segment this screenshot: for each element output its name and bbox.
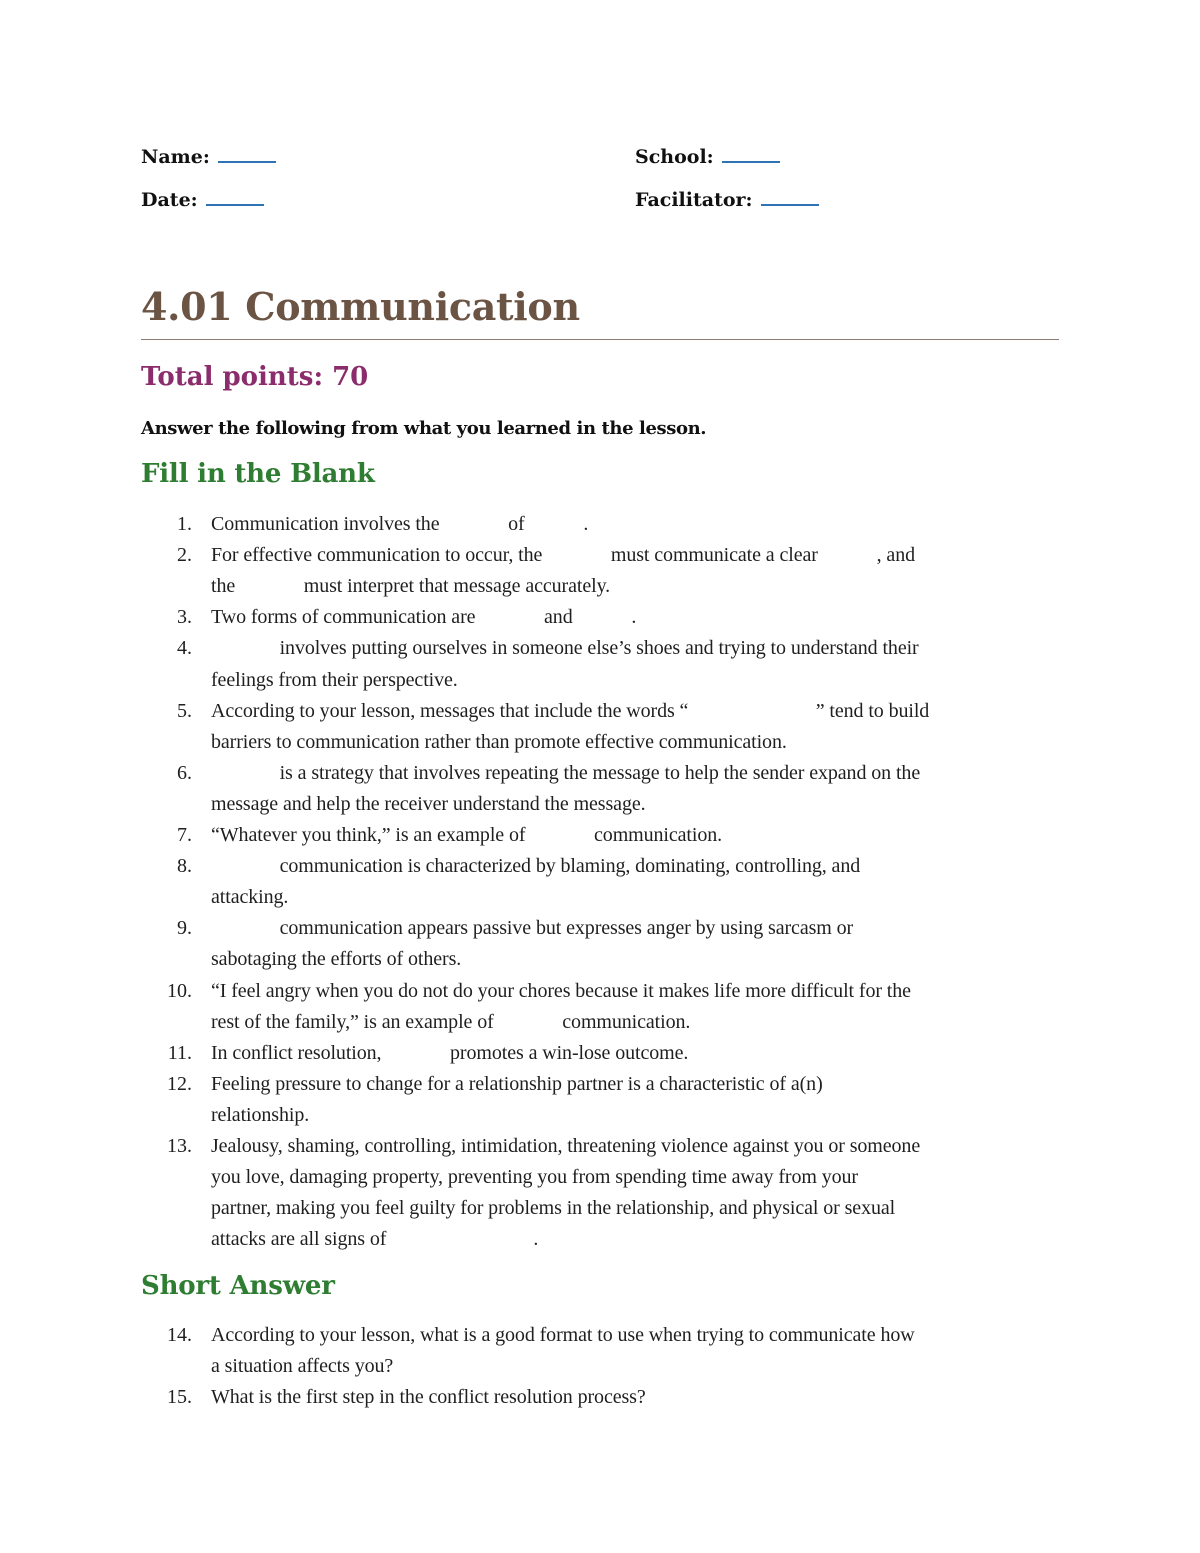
question-text: message and help the receiver understand the message.: [211, 792, 646, 815]
title-divider: [141, 339, 1059, 340]
question-number: 14.: [167, 1324, 192, 1346]
question-text: According to your lesson, messages that include the words “ ” tend to build: [211, 699, 930, 722]
question-text: “Whatever you think,” is an example of communication.: [211, 824, 723, 846]
date-label: Date:: [141, 189, 198, 211]
total-points: Total points: 70: [141, 362, 369, 392]
question-text: is a strategy that involves repeating the message to help the sender expand on the: [211, 761, 921, 784]
name-label: Name:: [141, 146, 210, 168]
question-text: feelings from their perspective.: [211, 668, 458, 691]
question-number: 3.: [177, 606, 192, 629]
question-text: Communication involves the of .: [211, 513, 589, 535]
section-heading-short-answer: Short Answer: [141, 1271, 335, 1301]
question-text: communication appears passive but expresses anger by using sarcasm or: [211, 917, 854, 940]
question-text: Feeling pressure to change for a relationship partner is a characteristic of a(n): [211, 1072, 823, 1095]
name-blank[interactable]: [218, 159, 276, 163]
question-number: 15.: [167, 1386, 192, 1409]
question-text: What is the first step in the conflict resolution process?: [211, 1386, 646, 1409]
question-number: 5.: [177, 699, 192, 722]
question-number: 13.: [167, 1135, 192, 1157]
question-text: you love, damaging property, preventing you from spending time away from your: [211, 1166, 858, 1189]
question-number: 7.: [177, 824, 192, 846]
question-text: a situation affects you?: [211, 1355, 394, 1378]
question-text: communication is characterized by blaming, dominating, controlling, and: [211, 855, 861, 878]
question-text: sabotaging the efforts of others.: [211, 948, 462, 971]
question-text: attacking.: [211, 886, 289, 909]
question-text: Jealousy, shaming, controlling, intimidation, threatening violence against you or someone: [211, 1135, 921, 1157]
question-text: Two forms of communication are and .: [211, 606, 637, 629]
question-number: 4.: [177, 637, 192, 660]
question-number: 11.: [167, 1041, 192, 1064]
question-text: relationship.: [211, 1103, 310, 1126]
question-number: 12.: [167, 1072, 192, 1095]
question-text: For effective communication to occur, the must communicate a clear , and: [211, 544, 916, 567]
question-text: the must interpret that message accurately.: [211, 575, 611, 598]
question-text: “I feel angry when you do not do your chores because it makes life more difficult for the: [211, 979, 911, 1002]
date-blank[interactable]: [206, 202, 264, 206]
instructions: Answer the following from what you learned in the lesson.: [141, 418, 707, 439]
section-heading-fill-in-blank: Fill in the Blank: [141, 459, 375, 489]
facilitator-field: [635, 189, 819, 211]
question-number: 1.: [177, 513, 192, 535]
date-field: [141, 189, 264, 211]
school-label: School:: [635, 146, 714, 168]
name-field: [141, 146, 276, 168]
question-number: 8.: [177, 855, 192, 878]
question-text: In conflict resolution, promotes a win-lose outcome.: [211, 1041, 689, 1064]
question-text: barriers to communication rather than promote effective communication.: [211, 730, 787, 753]
question-text: According to your lesson, what is a good format to use when trying to communicate how: [211, 1324, 915, 1346]
school-field: [635, 146, 780, 168]
question-number: 2.: [177, 544, 192, 567]
question-number: 10.: [167, 979, 192, 1002]
school-blank[interactable]: [722, 159, 780, 163]
question-text: rest of the family,” is an example of communication.: [211, 1010, 691, 1033]
question-number: 6.: [177, 761, 192, 784]
question-text: partner, making you feel guilty for problems in the relationship, and physical or sexual: [211, 1197, 896, 1220]
facilitator-label: Facilitator:: [635, 189, 753, 211]
question-number: 9.: [177, 917, 192, 940]
question-text: attacks are all signs of .: [211, 1228, 539, 1251]
page-title: 4.01 Communication: [141, 284, 580, 329]
facilitator-blank[interactable]: [761, 202, 819, 206]
question-text: involves putting ourselves in someone else’s shoes and trying to understand their: [211, 637, 919, 660]
